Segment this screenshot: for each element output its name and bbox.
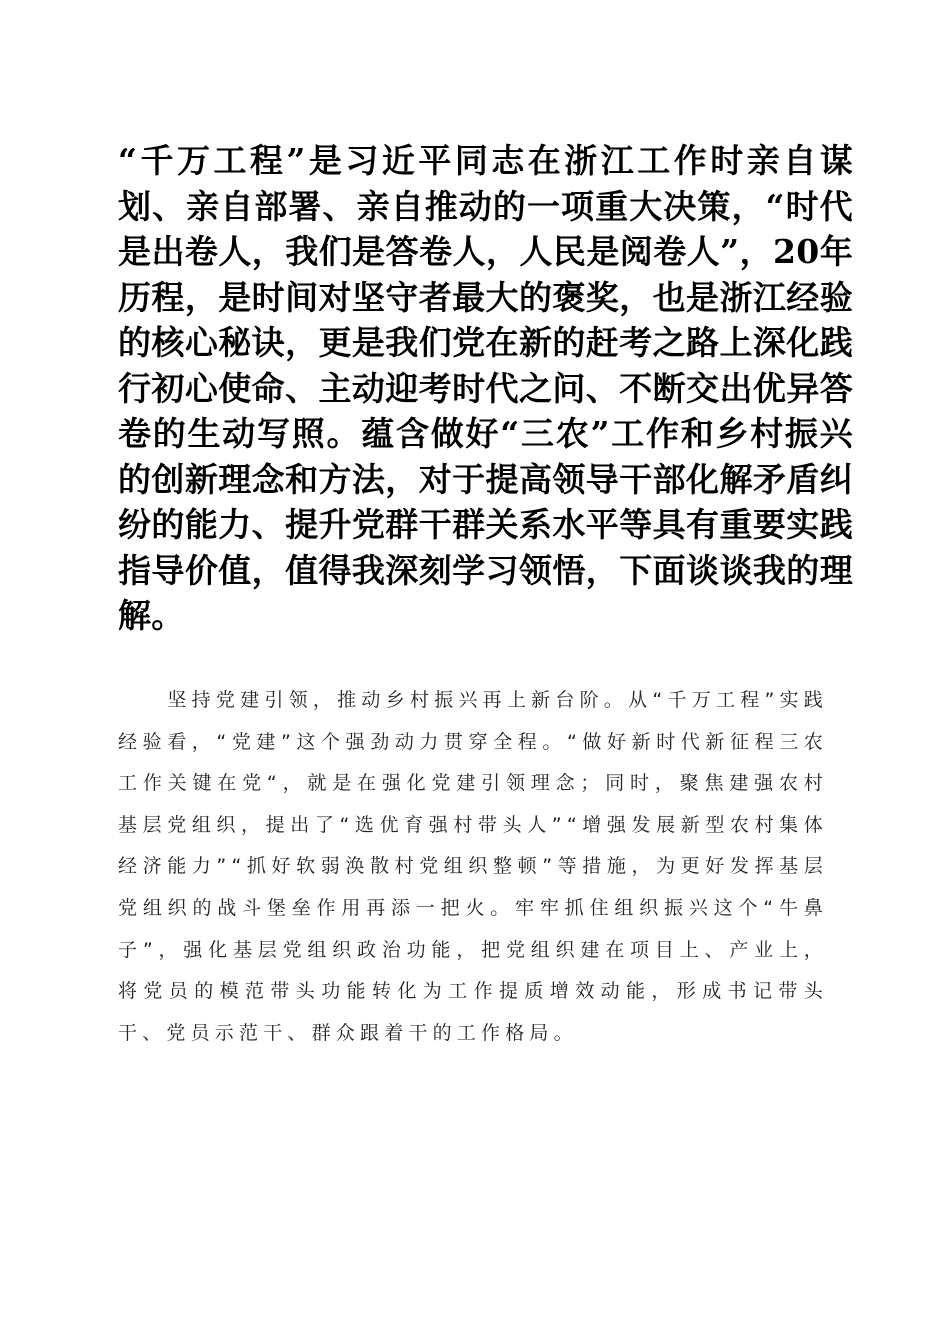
intro-paragraph: “千万工程”是习近平同志在浙江工作时亲自谋划、亲自部署、亲自推动的一项重大决策，“时代是出卷人，我们是答卷人，人民是阅卷人”，20年历程，是时间对坚守者最大的褒奖，也是浙江经验的核心秘诀，更是我们党在新的赶考之路上深化践行初心使命、主动迎考时代之问、不断交出优异答卷的生动写照。蕴含做好“三农”工作和乡村振兴的创新理念和方法，对于提高领导干部化解矛盾纠纷的能力、提升党群干群关系水平等具有重要实践指导价值，值得我深刻学习领悟，下面谈谈我的理解。	[118, 141, 853, 635]
body-paragraph: 坚持党建引领，推动乡村振兴再上新台阶。从“千万工程”实践经验看，“党建”这个强劲动力贯穿全程。“做好新时代新征程三农工作关键在党“，就是在强化党建引领理念；同时，聚焦建强农村基层党组织，提出了“选优育强村带头人”“增强发展新型农村集体经济能力”“抓好软弱涣散村党组织整顿”等措施，为更好发挥基层党组织的战斗堡垒作用再添一把火。牢牢抓住组织振兴这个“牛鼻子”，强化基层党组织政治功能，把党组织建在项目上、产业上，将党员的模范带头功能转化为工作提质增效动能，形成书记带头干、党员示范干、群众跟着干的工作格局。	[118, 689, 828, 1044]
